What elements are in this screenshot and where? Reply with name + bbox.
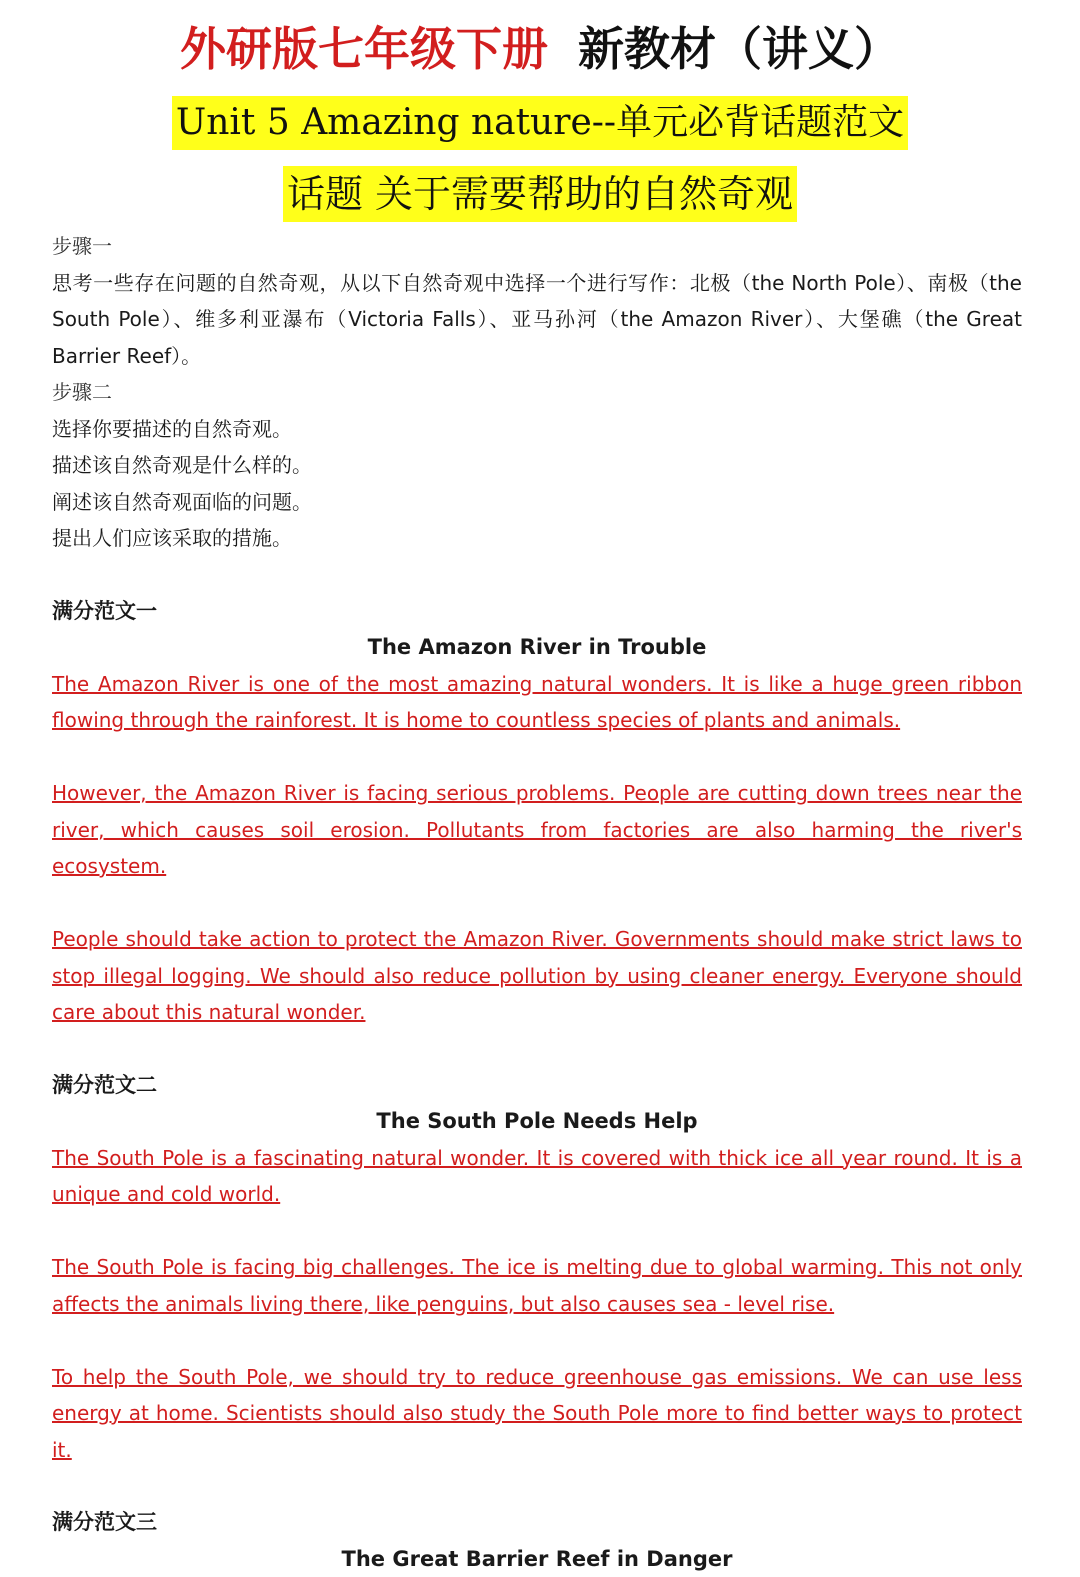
topic-banner: 话题 关于需要帮助的自然奇观 <box>283 166 797 222</box>
step1-text: 思考一些存在问题的自然奇观，从以下自然奇观中选择一个进行写作：北极（the North Pole）、南极（the South Pole）、维多利亚瀑布（Victoria Falls）、亚马孙河（the Amazon River）、大堡礁（the Great Barrier Reef）。 <box>52 265 1022 375</box>
essay3-title: The Great Barrier Reef in Danger <box>52 1541 1022 1577</box>
topic-banner-line <box>0 166 1080 222</box>
step2-item: 选择你要描述的自然奇观。 <box>52 411 1022 448</box>
essay2-title: The South Pole Needs Help <box>52 1103 1022 1140</box>
document-title <box>0 14 1080 84</box>
essay2-paragraph: To help the South Pole, we should try to reduce greenhouse gas emissions. We can use less energy at home. Scientists should also study the South Pole more to find better ways to protect it. <box>52 1359 1022 1469</box>
step2-item: 阐述该自然奇观面临的问题。 <box>52 484 1022 521</box>
step1-label: 步骤一 <box>52 228 1022 265</box>
essay1-paragraph: People should take action to protect the Amazon River. Governments should make strict laws to stop illegal logging. We should also reduce pollution by using cleaner energy. Everyone should care about this natural wonder. <box>52 921 1022 1031</box>
essay3-label: 满分范文三 <box>52 1504 1022 1541</box>
essay2-paragraph: The South Pole is facing big challenges. The ice is melting due to global warming. This not only affects the animals living there, like penguins, but also causes sea - level rise. <box>52 1249 1022 1322</box>
step2-item: 提出人们应该采取的措施。 <box>52 520 1022 557</box>
essay1-paragraph: However, the Amazon River is facing serious problems. People are cutting down trees near the river, which causes soil erosion. Pollutants from factories are also harming the river's ecosystem. <box>52 775 1022 885</box>
unit-banner-line <box>0 96 1080 150</box>
essay2-paragraph: The South Pole is a fascinating natural wonder. It is covered with thick ice all year round. It is a unique and cold world. <box>52 1140 1022 1213</box>
title-red-part: 外研版七年级下册 <box>180 22 548 76</box>
unit-banner: Unit 5 Amazing nature--单元必背话题范文 <box>172 96 908 150</box>
title-black-part: 新教材（讲义） <box>578 22 900 76</box>
essay1-label: 满分范文一 <box>52 593 1022 630</box>
step2-item: 描述该自然奇观是什么样的。 <box>52 447 1022 484</box>
document-body <box>52 228 1022 1577</box>
essay1-title: The Amazon River in Trouble <box>52 629 1022 666</box>
essay1-paragraph: The Amazon River is one of the most amazing natural wonders. It is like a huge green ribbon flowing through the rainforest. It is home to countless species of plants and animals. <box>52 666 1022 739</box>
essay2-label: 满分范文二 <box>52 1067 1022 1104</box>
step2-label: 步骤二 <box>52 374 1022 411</box>
